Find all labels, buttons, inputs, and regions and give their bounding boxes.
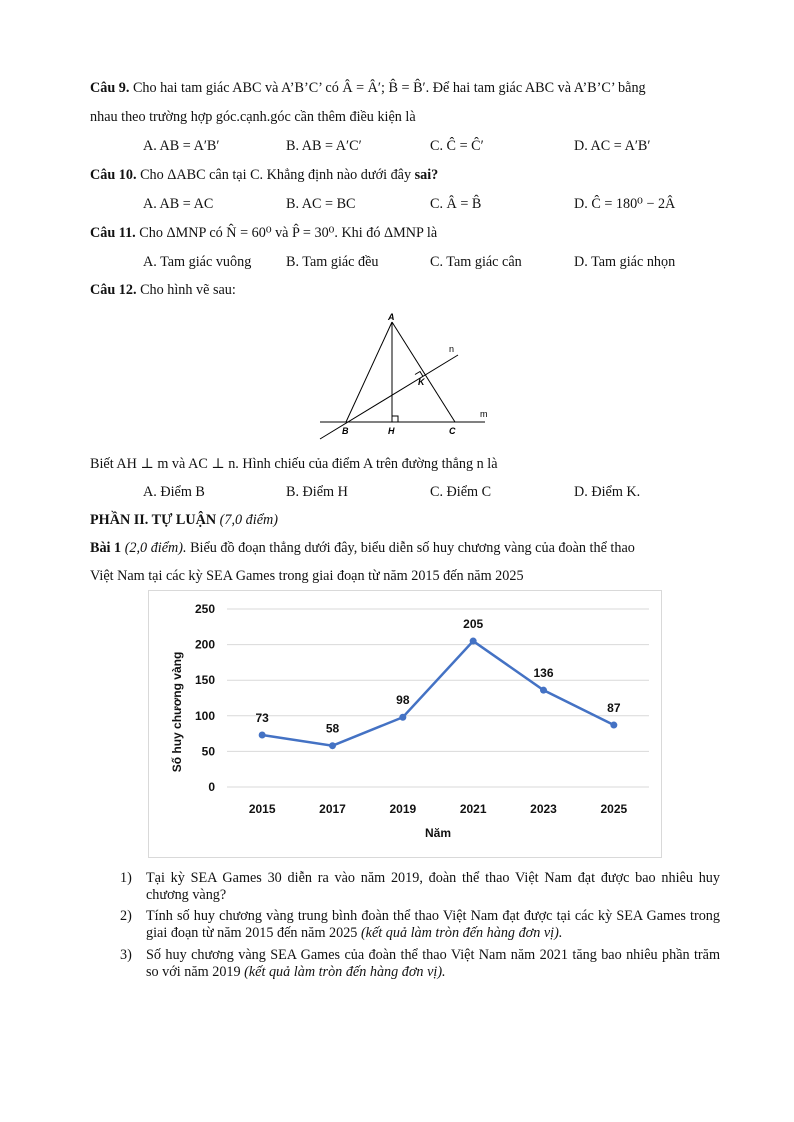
q10-option-c: C. Â = B̂ — [430, 196, 482, 212]
data-label: 58 — [325, 721, 340, 736]
gold-medal-chart — [148, 590, 662, 858]
q10-text: Cho ΔABC cân tại C. Khẳng định nào dưới đây — [136, 167, 415, 183]
q9-option-a: A. AB = A′B′ — [143, 138, 220, 154]
q12-figure — [310, 305, 510, 445]
q11-option-b: B. Tam giác đều — [286, 254, 379, 270]
bai1-text: Biểu đồ đoạn thẳng dưới đây, biểu diễn số huy chương vàng của đoàn thể thao — [186, 540, 635, 556]
q12-label: Câu 12. — [90, 282, 137, 298]
q9-label: Câu 9. — [90, 80, 130, 96]
segment-ac — [392, 322, 455, 422]
question-3-number: 3) — [120, 947, 132, 963]
question-1-number: 1) — [120, 870, 132, 886]
label-b: B — [342, 426, 349, 436]
y-tick-label: 250 — [194, 602, 215, 616]
data-label: 73 — [255, 711, 269, 726]
q12-stem — [90, 282, 236, 299]
label-c: C — [449, 426, 456, 436]
data-label: 98 — [396, 693, 410, 708]
q11-text: Cho ΔMNP có N̂ = 60⁰ và P̂ = 30⁰. Khi đó ΔMNP là — [135, 225, 438, 241]
question-2-note: (kết quả làm tròn đến hàng đơn vị). — [360, 925, 563, 941]
right-angle-h — [392, 416, 398, 422]
label-h: H — [388, 426, 395, 436]
y-axis-title: Số huy chương vàng — [170, 651, 184, 773]
question-1-text: Tại kỳ SEA Games 30 diễn ra vào năm 2019, đoàn thể thao Việt Nam đạt được bao nhiêu huy chương vàng? — [146, 870, 720, 903]
series-line — [262, 641, 614, 746]
q10-label: Câu 10. — [90, 167, 137, 183]
q12-text: Cho hình vẽ sau: — [136, 282, 236, 298]
data-point — [329, 742, 336, 749]
label-m: m — [480, 409, 488, 419]
question-3-text: Số huy chương vàng SEA Games của đoàn thể thao Việt Nam năm 2021 tăng bao nhiêu phần trăm so với năm 2019 — [146, 947, 720, 980]
data-point — [259, 732, 266, 739]
q10-option-d: D. Ĉ = 180⁰ − 2Â — [574, 196, 676, 212]
question-2 — [120, 908, 720, 942]
q11-stem — [90, 225, 437, 242]
bai1-label: Bài 1 — [90, 540, 122, 556]
y-tick-label: 200 — [194, 637, 215, 652]
bai1-points: (2,0 điểm). — [124, 540, 187, 556]
question-2-text: Tính số huy chương vàng trung bình đoàn thể thao Việt Nam đạt được tại các kỳ SEA Games trong giai đoạn từ năm 2015 đến năm 2025 — [146, 908, 720, 941]
q9-stem-line2: nhau theo trường hợp góc.cạnh.góc cần thêm điều kiện là — [90, 109, 416, 125]
data-point — [470, 638, 477, 645]
q11-option-c: C. Tam giác cân — [430, 254, 522, 270]
chart-svg — [149, 591, 661, 857]
q9-text: Cho hai tam giác ABC và A’B’C’ có Â = Â′; B̂ = B̂′. Để hai tam giác ABC và A’B’C’ bằng — [129, 80, 646, 96]
q9-stem — [90, 80, 646, 97]
x-tick-label: 2019 — [389, 802, 417, 816]
q10-option-b: B. AC = BC — [286, 196, 356, 212]
segment-ab — [346, 322, 392, 422]
q9-option-c: C. Ĉ = Ĉ′ — [430, 138, 484, 154]
bai1-stem — [90, 540, 635, 557]
q10-stem — [90, 167, 438, 184]
y-tick-label: 150 — [194, 673, 215, 688]
data-point — [610, 722, 617, 729]
q11-option-a: A. Tam giác vuông — [143, 254, 252, 270]
q12-question: Biết AH ⊥ m và AC ⊥ n. Hình chiếu của điểm A trên đường thẳng n là — [90, 456, 498, 472]
q9-option-b: B. AB = A′C′ — [286, 138, 362, 154]
q12-option-b: B. Điểm H — [286, 484, 348, 500]
x-tick-label: 2017 — [319, 802, 346, 816]
q10-emph: sai? — [414, 167, 439, 183]
y-tick-label: 100 — [194, 708, 215, 723]
x-tick-label: 2023 — [530, 802, 557, 816]
right-angle-k — [415, 372, 423, 377]
data-label: 136 — [533, 666, 554, 681]
data-point — [540, 687, 547, 694]
data-label: 87 — [607, 701, 621, 716]
data-label: 205 — [463, 617, 484, 632]
label-k: K — [418, 377, 425, 387]
q12-option-a: A. Điểm B — [143, 484, 205, 500]
x-tick-label: 2025 — [600, 802, 628, 816]
question-1 — [120, 870, 720, 904]
x-tick-label: 2021 — [459, 802, 487, 816]
q12-option-c: C. Điểm C — [430, 484, 492, 500]
q11-option-d: D. Tam giác nhọn — [574, 254, 676, 270]
part2-points: (7,0 điểm) — [219, 512, 278, 528]
question-2-number: 2) — [120, 908, 132, 924]
part2-title: PHẦN II. TỰ LUẬN — [90, 512, 217, 528]
label-a: A — [388, 312, 395, 322]
q9-option-d: D. AC = A′B′ — [574, 138, 651, 154]
y-tick-label: 50 — [201, 744, 215, 759]
x-axis-title: Năm — [424, 826, 452, 840]
bai1-stem-line2: Việt Nam tại các kỳ SEA Games trong giai đoạn từ năm 2015 đến năm 2025 — [90, 568, 524, 584]
data-point — [399, 714, 406, 721]
question-3-note: (kết quả làm tròn đến hàng đơn vị). — [244, 964, 446, 980]
q10-option-a: A. AB = AC — [143, 196, 214, 212]
q12-option-d: D. Điểm K. — [574, 484, 641, 500]
question-3 — [120, 947, 720, 981]
q11-label: Câu 11. — [90, 225, 136, 241]
part2-heading — [90, 512, 278, 529]
x-tick-label: 2015 — [248, 802, 276, 816]
label-n: n — [449, 344, 455, 354]
y-tick-label: 0 — [208, 780, 215, 794]
